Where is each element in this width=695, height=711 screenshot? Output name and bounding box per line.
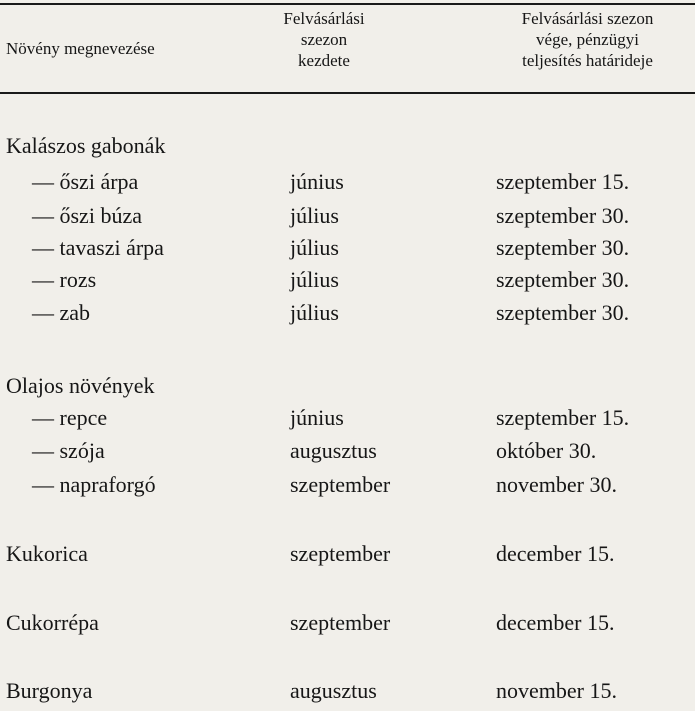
table-row-end: november 15. [496,678,617,703]
group-label: Kalászos gabonák [6,133,166,158]
column-header-season-end: Felvásárlási szezon vége, pénzügyi teljesítés határideje [521,9,654,70]
table-row-start: július [290,235,339,260]
table-row-end: szeptember 15. [496,405,630,430]
table-row-end: december 15. [496,541,615,566]
table-row-plant: Kukorica [6,541,88,566]
table-row-end: szeptember 30. [496,203,630,228]
table-row-plant: — tavaszi árpa [32,235,164,260]
table-row-plant: — napraforgó [32,472,156,497]
group-label: Olajos növények [6,373,155,398]
table-row-plant: — rozs [32,267,97,292]
table-row-end: szeptember 30. [496,235,630,260]
table-row-end: szeptember 15. [496,169,630,194]
column-header-season-start: Felvásárlási szezon kezdete [283,9,365,70]
top-rule [0,3,695,5]
table-row-plant: — őszi árpa [32,169,139,194]
column-header-plant: Növény megnevezése [6,39,155,58]
table-row-plant: — őszi búza [32,203,142,228]
table-row-end: szeptember 30. [496,300,630,325]
table-row-start: augusztus [290,438,377,463]
table-row-end: október 30. [496,438,597,463]
table-row-start: július [290,267,339,292]
table-row-start: július [290,203,339,228]
table-row-start: szeptember [290,610,391,635]
table-row-start: június [290,405,344,430]
table-row-start: szeptember [290,541,391,566]
table-row-plant: — repce [32,405,108,430]
table-row-start: augusztus [290,678,377,703]
table-row-end: november 30. [496,472,617,497]
table-row-plant: Burgonya [6,678,93,703]
table-row-end: szeptember 30. [496,267,630,292]
table-row-plant: — zab [32,300,91,325]
table-row-start: június [290,169,344,194]
table-row-end: december 15. [496,610,615,635]
table-row-start: július [290,300,339,325]
table-row-plant: Cukorrépa [6,610,99,635]
table-row-plant: — szója [32,438,105,463]
table-row-start: szeptember [290,472,391,497]
header-rule [0,92,695,94]
